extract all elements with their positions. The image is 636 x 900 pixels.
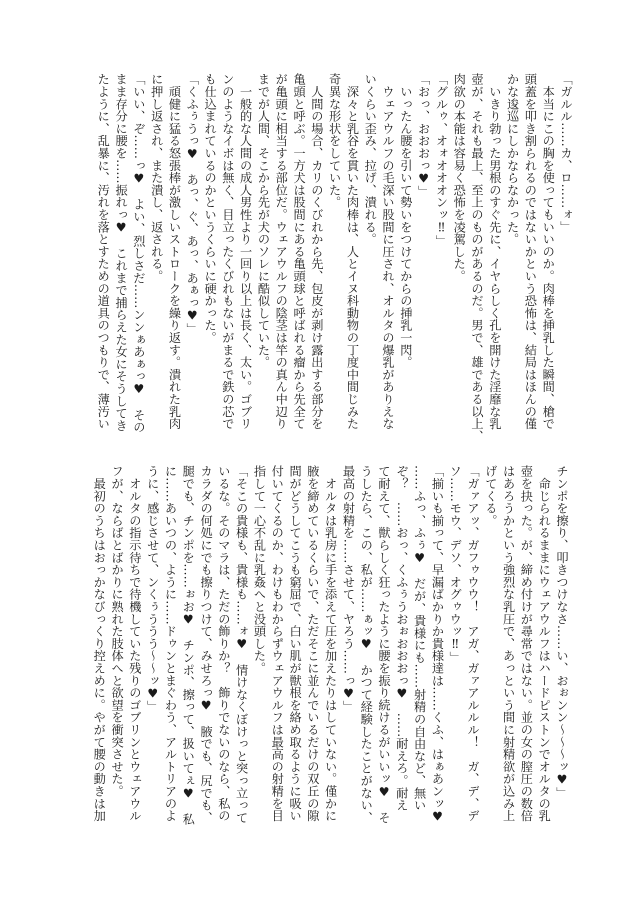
text-column: が亀頭に相当する部位だ。ウェアウルフの陰茎は竿の真ん中辺り: [274, 73, 289, 430]
text-column: オルタの指示待ちで待機していた残りのゴブリンとウェアウル: [127, 465, 142, 822]
text-column: 壺が、それも最上、至上のものがあるのだ。男で、雄である以上、: [470, 73, 485, 442]
text-column: 肉欲の本能は容易く恐怖を凌駕した。: [452, 73, 467, 283]
text-column: て耐えて、獣らしく狂ったように腰を振り続けるがいいッ♥ そ: [377, 465, 392, 824]
text-column: 「いい、ぞ……っ♥ よい、烈しさだ……ンンぁあぁっ♥ その: [131, 73, 146, 434]
text-column: 腿でも、チンポを……ぉお♥ チンポ、擦って、扱いてぇ♥ 私: [181, 465, 196, 826]
text-column: 間がどうしてこうも窮屈で、白い肌が獣根を絡め取るように吸い: [288, 465, 303, 822]
text-column: ソ……モウ、デソ、オグゥウッ‼」: [448, 465, 463, 664]
text-column: いきり勃った男根のすぐ先に、イヤらしく孔を開けた淫靡な乳: [487, 73, 502, 430]
text-column: まま存分に腰を……振れっ♥ これまで捕らえた女にそうしてき: [114, 73, 129, 432]
text-column: 最高の射精を……させて、ヤろう……っ♥」: [341, 465, 356, 713]
text-column: いくらい歪み、拉げ、潰れる。: [363, 73, 378, 246]
text-column: 「くふぅうっ♥ あっ、ぐ、あっ、あぁっ♥」: [185, 73, 200, 335]
text-column: ンのようなイボは無く、目立ったくびれもないがまるで鉄の芯で: [220, 73, 235, 430]
text-column: うしたら、この、私が……ぁッ♥ かつて経験したことがない、: [359, 465, 374, 824]
text-column: 「そこの貴様も、貴様も……ォ♥ 情けなくぼけっと突っ立って: [234, 465, 249, 824]
text-column: 命じられるままにウェアウルフはハードピストンでオルタの乳: [537, 465, 552, 822]
text-column: 壺を抉った。が、締め付けが尋常ではない。並の女の膣圧の数倍: [519, 465, 534, 822]
text-column: いったん腰を引いて勢いをつけてからの挿乳一閃。: [398, 73, 413, 369]
text-column: 指して一心不乱に乳姦へと没頭した。: [252, 465, 267, 675]
text-column: も仕込まれているのかというくらいに硬かった。: [203, 73, 218, 344]
text-column: 腋を締めているくらいで、ただそこに並んでいるだけの双丘の隙: [305, 465, 320, 822]
text-column: 頑健に猛る怒張棒が激しいストロークを繰り返す。潰れた乳肉: [167, 73, 182, 430]
text-column: 「揃いも揃って、早漏ばかりか貴様達は……くふ、はぁあンッ♥: [430, 465, 445, 824]
text-column: 「グルゥ、オォオオオンッ‼」: [434, 73, 449, 247]
text-column: までが人間、そこから先が犬のソレに酷似していた。: [256, 73, 271, 369]
text-column: 奇異な形状をしていた。: [327, 73, 342, 209]
lower-text-block: [89, 465, 570, 845]
text-column: ……ふっ、ふぅ♥ だが、貴様にも……射精の自由など、無い: [412, 465, 427, 812]
text-column: ウェアウルフの毛深い股間に圧され、オルタの爆乳がありえな: [381, 73, 396, 430]
text-column: フが、ならばとばかりに熟れた肢体へと欲望を衝突させた。: [110, 465, 125, 798]
text-column: ぞ？ ……おっ、くふぅうおぉおおおっ♥ ……耐えろ。耐え: [394, 465, 409, 812]
text-column: 亀頭と呼ぶ。一方犬は股間にある亀頭球と呼ばれる瘤から先全て: [292, 73, 307, 430]
text-column: オルタは乳房に手を添えて圧を加えたりはしていない。僅かに: [323, 465, 338, 822]
text-column: たように、乱暴に、汚れを落とすための道具のつもりで、薄汚い: [96, 73, 111, 430]
text-column: に……あいつの、ように……ドゥンとまぐわう、アルトリアのよ: [163, 465, 178, 822]
upper-text-block: [93, 73, 574, 445]
text-column: 頭蓋を叩き割られるのではないかという恐怖は、結局はほんの僅: [523, 73, 538, 430]
text-column: チンポを擦り、叩きつけなさ……い、おぉンン〜〜〜ッ♥」: [555, 465, 569, 799]
text-column: に押し返され、また潰し、返される。: [149, 73, 164, 283]
text-column: 「ガルル……カ、ロ……ォ」: [559, 73, 573, 233]
text-column: 「ガァアッ、ガフゥウウ！ アガ、ガァアルルル！ ガ、デ、デ: [466, 465, 481, 822]
text-column: いるな。そのマラは、ただの飾りか？ 飾りでないのなら、私の: [216, 465, 231, 822]
text-column: 本当にこの胸を使ってもいいのか。肉棒を挿乳した瞬間、槍で: [541, 73, 556, 430]
text-column: 最初のうちはおっかなびっくり控えめに。やがて腰の動きは加: [92, 465, 107, 822]
text-column: カラダの何処にでも擦りつけて、みせろっ♥ 腋でも、尻でも、: [199, 465, 214, 824]
text-column: かな逡巡にしかならなかった。: [505, 73, 520, 246]
text-column: 「おっ、おおおっ♥」: [416, 73, 431, 198]
text-column: 一般的な人間の成人男性より一回り以上は長く、太い。ゴブリ: [238, 73, 253, 430]
text-column: 深々と乳谷を貫いた肉棒は、人とイヌ科動物の丁度中間じみた: [345, 73, 360, 430]
text-column: はあろうかという強烈な乳圧で、あっという間に射精欲が込み上: [501, 465, 516, 822]
text-column: 付いてくるのか、わけもわからずウェアウルフは最高の射精を目: [270, 465, 285, 822]
text-column: うに、感じさせて、ンくぅううう〜〜ッ♥」: [145, 465, 160, 713]
text-column: 人間の場合、カリのくびれから先、包皮が剥け露出する部分を: [309, 73, 324, 430]
text-column: げてくる。: [483, 465, 498, 527]
